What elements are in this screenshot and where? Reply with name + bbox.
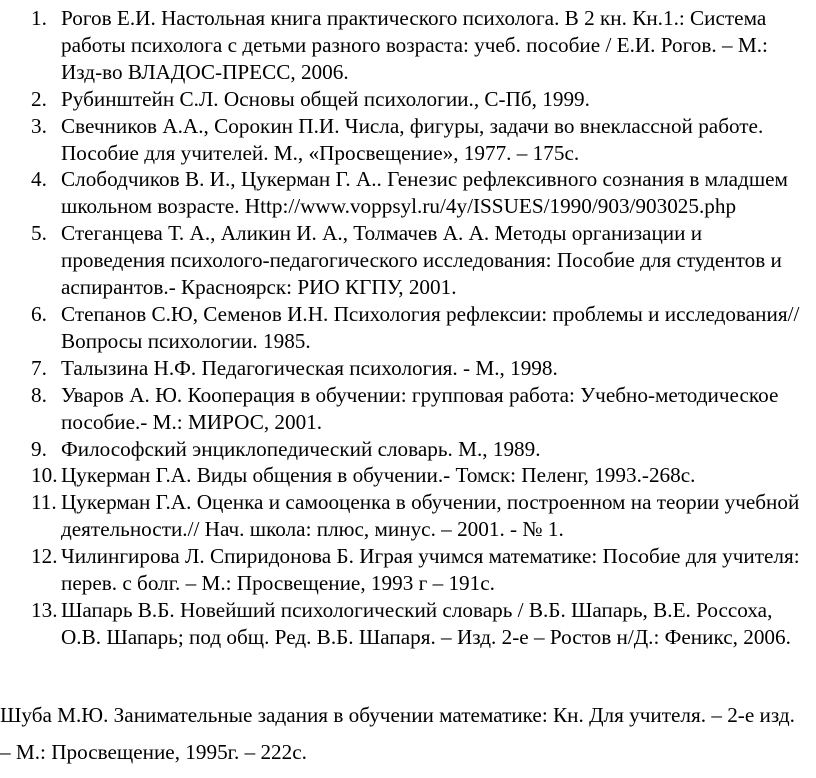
reference-text: Уваров А. Ю. Кооперация в обучении: групповая работа: Учебно-методическое пособие.- М.: МИРОС, 2001. [61, 382, 779, 434]
reference-item [0, 166, 816, 220]
reference-number: 5. [31, 221, 47, 246]
reference-number: 12. [31, 544, 58, 569]
reference-item [0, 220, 816, 301]
reference-item [0, 355, 816, 382]
reference-number: 9. [31, 436, 47, 461]
reference-item [0, 86, 816, 113]
reference-number: 11. [31, 490, 57, 515]
reference-text: Слободчиков В. И., Цукерман Г. А.. Генезис рефлексивного сознания в младшем школьном возрасте. Http://www.voppsyl.ru/4y/ISSUES/1990/903/903025.php [61, 167, 788, 219]
reference-number: 4. [31, 167, 47, 192]
reference-text: Талызина Н.Ф. Педагогическая психология. - М., 1998. [61, 355, 558, 380]
reference-text: Чилингирова Л. Спиридонова Б. Играя учимся математике: Пособие для учителя: перев. с болг. – М.: Просвещение, 1993 г – 191с. [61, 544, 800, 596]
reference-item [0, 489, 816, 543]
reference-number: 6. [31, 301, 47, 326]
reference-text: Рогов Е.И. Настольная книга практического психолога. В 2 кн. Кн.1.: Система работы психолога с детьми разного возраста: учеб. пособие / Е.И. Рогов. – М.: Изд-во ВЛАДОС-ПРЕСС, 2006. [61, 6, 768, 84]
trailing-reference-paragraph: Шуба М.Ю. Занимательные задания в обучении математике: Кн. Для учителя. – 2-е изд. – М.: Просвещение, 1995г. – 222с. [0, 703, 795, 764]
reference-number: 8. [31, 382, 47, 407]
reference-text: Шапарь В.Б. Новейший психологический словарь / В.Б. Шапарь, В.Е. Россоха, О.В. Шапарь; под общ. Ред. В.Б. Шапаря. – Изд. 2-е – Ростов н/Д.: Феникс, 2006. [61, 597, 791, 649]
reference-number: 3. [31, 113, 47, 138]
reference-item [0, 436, 816, 463]
reference-number: 1. [31, 6, 47, 30]
reference-text: Философский энциклопедический словарь. М., 1989. [61, 436, 541, 461]
reference-text: Рубинштейн С.Л. Основы общей психологии., С-Пб, 1999. [61, 86, 590, 111]
reference-number: 13. [31, 597, 58, 622]
reference-text: Свечников А.А., Сорокин П.И. Числа, фигуры, задачи во внеклассной работе. Пособие для учителей. М., «Просвещение», 1977. – 175с. [61, 113, 764, 165]
reference-number: 7. [31, 355, 47, 380]
reference-text: Степанов С.Ю, Семенов И.Н. Психология рефлексии: проблемы и исследования// Вопросы психологии. 1985. [61, 301, 800, 353]
reference-text: Цукерман Г.А. Виды общения в обучении.- Томск: Пеленг, 1993.-268с. [61, 463, 696, 488]
reference-item [0, 301, 816, 355]
reference-item [0, 597, 816, 651]
reference-number: 2. [31, 86, 47, 111]
reference-text: Стеганцева Т. А., Аликин И. А., Толмачев А. А. Методы организации и проведения психолого-педагогического исследования: Пособие для студентов и аспирантов.- Красноярск: РИО КГПУ, 2001. [61, 221, 782, 300]
reference-number: 10. [31, 463, 58, 488]
reference-list [0, 5, 816, 651]
reference-item [0, 543, 816, 597]
reference-item [0, 113, 816, 167]
reference-item [0, 382, 816, 436]
reference-text: Цукерман Г.А. Оценка и самооценка в обучении, построенном на теории учебной деятельности.// Нач. школа: плюс, минус. – 2001. - № 1. [61, 490, 800, 542]
reference-item [0, 462, 816, 489]
reference-item [0, 5, 816, 86]
